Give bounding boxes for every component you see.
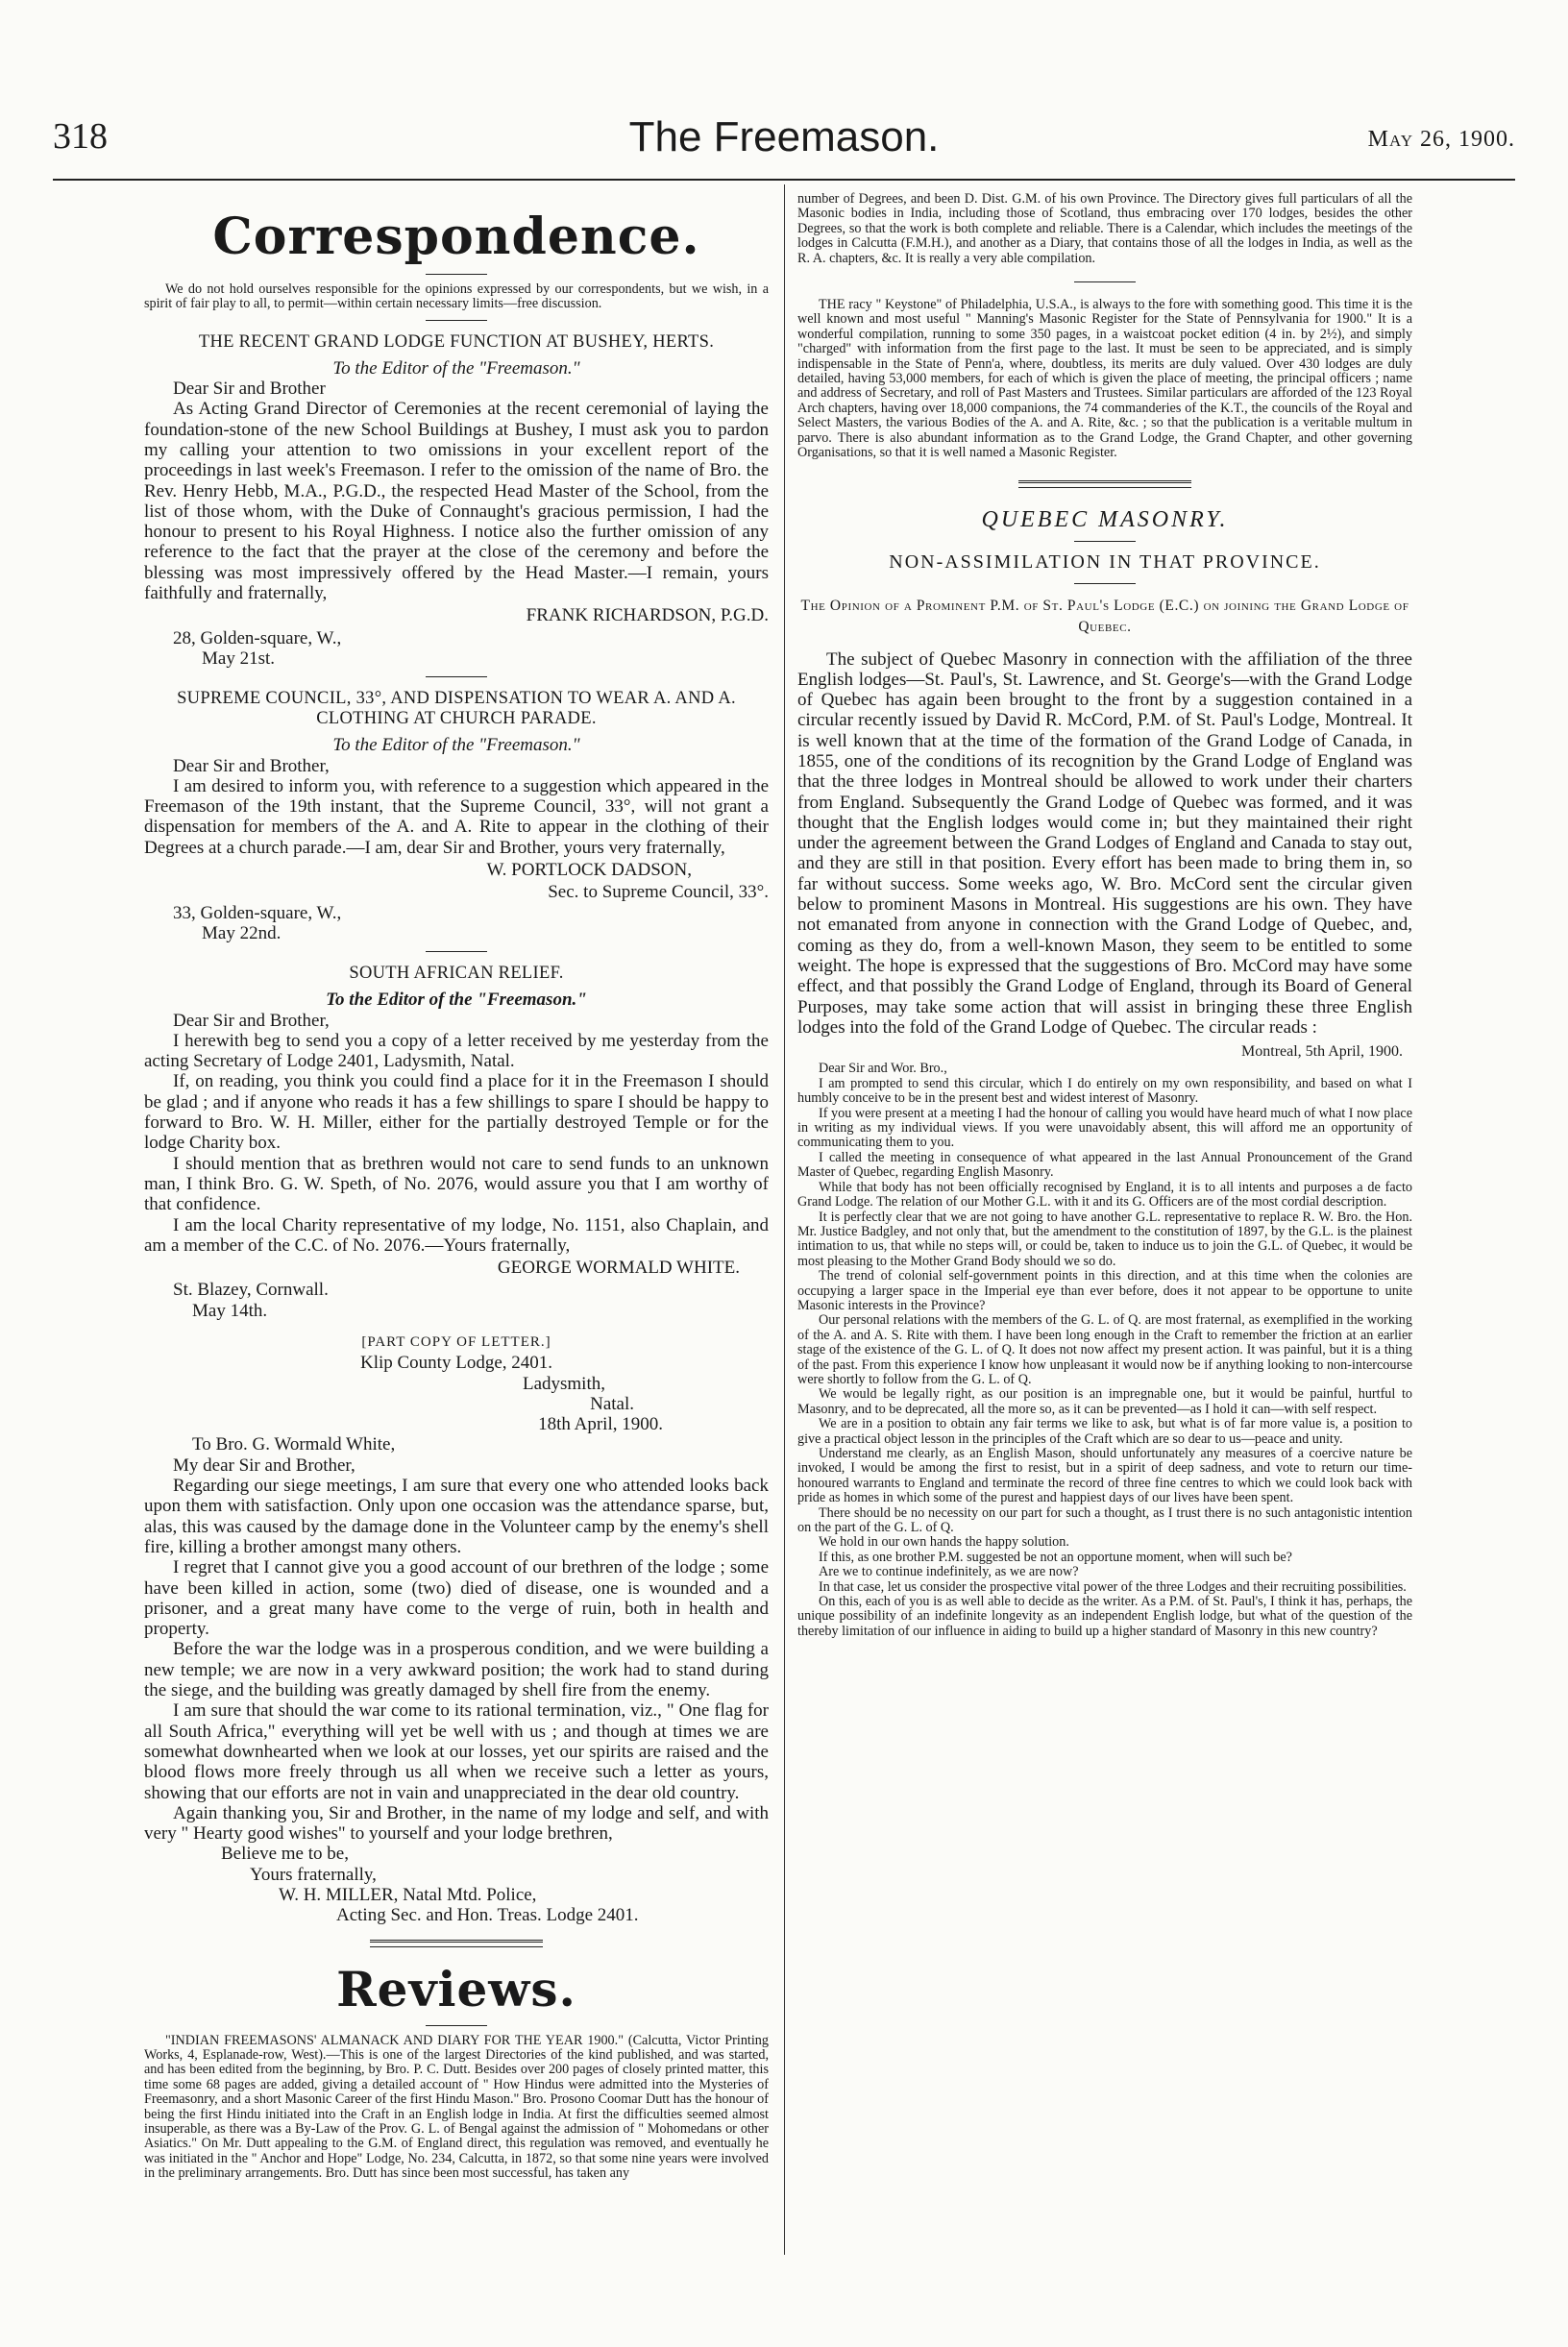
column-rule	[784, 184, 785, 2255]
letter-date: May 21st.	[202, 648, 275, 669]
signature: GEORGE WORMALD WHITE.	[497, 1258, 740, 1279]
signature-title: Sec. to Supreme Council, 33°.	[548, 882, 769, 903]
paragraph: Again thanking you, Sir and Brother, in the name of my lodge and self, and with very " Hearty good wishes" to yourself and your lodge brethren,	[144, 1802, 769, 1845]
right-column	[797, 192, 1412, 1639]
letter-heading: SUPREME COUNCIL, 33°, AND DISPENSATION TO WEAR A. AND A. CLOTHING AT CHURCH PARADE.	[177, 689, 736, 729]
rule	[426, 2025, 487, 2026]
rule	[1074, 281, 1136, 282]
review-continuation: number of Degrees, and been D. Dist. G.M. of his own Province. The Directory gives full particulars of all the Masonic bodies in India, including those of Scotland, thus embracing over 170 lodges, besides the other Degrees, so that the work is both complete and reliable. There is a Calendar, which includes the meetings of the lodges in Calcutta (F.M.H.), and another as a Diary, that contains those of all the lodges in India, as well as the R. A. chapters, &c. It is really a very able compilation.	[797, 192, 1412, 266]
article-intro: The subject of Quebec Masonry in connection with the affiliation of the three English lodges—St. Paul's, St. Lawrence, and St. George's—with the Grand Lodge of Quebec has again been brought to the front by a suggestion contained in a circular recently issued by David R. McCord, P.M. of St. Paul's Lodge, Montreal. It is well known that at the time of the formation of the Grand Lodge of Canada, in 1855, one of the conditions of its recognition by the Grand Lodge of England was that the three lodges in Montreal should be allowed to work under their charters from England. Subsequently the Grand Lodge of Quebec was formed, and it was thought that the English lodges would come in; but they maintained their right under the agreement between the Grand Lodges of England and Canada to stay out, and they are still in that position. Every effort has been made to bring them in, so far without success. Some weeks ago, W. Bro. McCord sent the circular given below to prominent Masons in Montreal. His suggestions are his own. They have not emanated from anyone in connection with the Grand Lodge of Quebec, and, coming as they do, from a well-known Mason, they seem to be entitled to some weight. The hope is expressed that the suggestions of Bro. McCord may have some effect, and that possibly the Grand Lodge of England, through its Board of General Purposes, may take some action that will assist in bringing these three English lodges into the fold of the Grand Lodge of Quebec. The circular reads :	[797, 648, 1412, 1038]
paragraph: Regarding our siege meetings, I am sure that every one who attended looks back upon them with satisfaction. Only upon one occasion was the attendance sparse, but, alas, this was caused by the damage done in the Volunteer camp by the enemy's shell fire, killing a brother amongst many others.	[144, 1476, 769, 1557]
to-editor: To the Editor of the "Freemason."	[332, 735, 580, 756]
disclaimer: We do not hold ourselves responsible for the opinions expressed by our correspondents, but we wish, in a spirit of fair play to all, to permit—within certain necessary limits—free discussion.	[144, 281, 769, 312]
paragraph: I should mention that as brethren would not care to send funds to an unknown man, I think Bro. G. W. Speth, of No. 2076, would assure you that I am worthy of that confidence.	[144, 1153, 769, 1215]
circular-paragraph: The trend of colonial self-government points in this direction, and at this time when the colonies are occupying a larger space in the Imperial eye than ever before, does it not appear to be opportune to unite Masonic interests in the Province?	[797, 1268, 1412, 1313]
circular-paragraph: I am prompted to send this circular, which I do entirely on my own responsibility, and based on what I humbly conceive to be in the present best and widest interest of Masonry.	[797, 1075, 1412, 1107]
circular-paragraph: Our personal relations with the members of the G. L. of Q. are most fraternal, as exemplified in the working of the A. and A. S. Rite with them. I have been long enough in the Craft to remember the friction at an earlier stage of the existence of the G. L. of Q. It does not now affect my present action. It was painful, but it is a thing of the past. From this experience I know how unpleasant it would now be if anything looking to non-intercourse were shortly to follow from the G. L. of Q.	[797, 1312, 1412, 1387]
salutation: Dear Sir and Wor. Bro.,	[819, 1061, 947, 1077]
letter-date: 18th April, 1900.	[538, 1414, 663, 1435]
rule	[426, 676, 487, 677]
circular-paragraph: If this, as one brother P.M. suggested be not an opportune moment, when will such be?	[819, 1549, 1292, 1565]
paragraph: If, on reading, you think you could find a place for it in the Freemason I should be glad ; and if anyone who reads it has a few shillings to spare I should be happy to forward to Bro. W. H. Miller, either for the partially destroyed Temple or for the lodge Charity box.	[144, 1071, 769, 1154]
circular-paragraph: Understand me clearly, as an English Mason, should unfortunately any measures of a coercive nature be invoked, I would be among the first to resist, but in a spirit of deep sadness, and vote to return our time-honoured warrants to England and terminate the record of three fine centres to which we could look back with pride as homes in which some of the purest and happiest days of our lives have been spent.	[797, 1446, 1412, 1506]
page-number: 318	[53, 116, 108, 157]
address: 33, Golden-square, W.,	[173, 902, 342, 923]
addressee: To Bro. G. Wormald White,	[192, 1434, 396, 1455]
left-column	[144, 192, 769, 2182]
circular-paragraph: While that body has not been officially recognised by England, it is to all intents and purposes a de facto Grand Lodge. The relation of our Mother G.L. with it and its G. Officers are of the most cordial description.	[797, 1179, 1412, 1210]
section-rule	[1018, 480, 1191, 488]
paragraph: I regret that I cannot give you a good account of our brethren of the lodge ; some have been killed in action, some (two) died of disease, one is wounded and a prisoner, and a great many have come to the verge of ruin, both in health and property.	[144, 1557, 769, 1640]
rule	[1074, 583, 1136, 584]
circular-paragraph: On this, each of you is as well able to decide as the writer. As a P.M. of St. Paul's, I think it has, perhaps, the unique possibility of an indefinite longevity as an independent English lodge, but what of the question of the thereby limitation of our influence in aiding to build up a higher standard of Masonry in this new country?	[797, 1594, 1412, 1639]
closing: Yours fraternally,	[250, 1864, 377, 1885]
address: St. Blazey, Cornwall.	[173, 1280, 329, 1301]
header-rule	[53, 179, 1515, 181]
paragraph: I am the local Charity representative of my lodge, No. 1151, also Chaplain, and am a member of the C.C. of No. 2076.—Yours fraternally,	[144, 1214, 769, 1256]
salutation: Dear Sir and Brother,	[173, 1010, 330, 1031]
circular-paragraph: We hold in our own hands the happy solution.	[819, 1534, 1069, 1551]
salutation: My dear Sir and Brother,	[173, 1455, 355, 1476]
to-editor: To the Editor of the "Freemason."	[326, 990, 587, 1011]
circular-paragraph: We would be legally right, as our position is an impregnable one, but it would be painful, hurtful to Masonry, and to be deprecated, all the more so, as it can be prevented—as I hold it can—with self respect.	[797, 1386, 1412, 1417]
circular-paragraph: There should be no necessity on our part for such a thought, as I trust there is no such antagonistic intention on the part of the G. L. of Q.	[797, 1504, 1412, 1536]
section-rule	[370, 1940, 543, 1947]
closing: Believe me to be,	[221, 1844, 349, 1865]
signature: FRANK RICHARDSON, P.G.D.	[526, 605, 769, 626]
circular-paragraph: In that case, let us consider the prospective vital power of the three Lodges and their recruiting possibilities.	[819, 1578, 1407, 1595]
to-editor: To the Editor of the "Freemason."	[332, 357, 580, 379]
correspondence-heading: Correspondence.	[212, 208, 700, 266]
part-copy-label: [PART COPY OF LETTER.]	[361, 1333, 551, 1350]
subheading: NON-ASSIMILATION IN THAT PROVINCE.	[889, 550, 1321, 573]
circular-paragraph: I called the meeting in consequence of what appeared in the last Annual Pronouncement of the Grand Master of Quebec, regarding English Masonry.	[797, 1149, 1412, 1181]
rule	[426, 274, 487, 275]
letter-date: May 22nd.	[202, 922, 282, 943]
place-line: Ladysmith,	[522, 1373, 605, 1394]
letter-heading: SOUTH AFRICAN RELIEF.	[349, 964, 564, 984]
review-paragraph: THE racy " Keystone" of Philadelphia, U.S.A., is always to the fore with something good. This time it is the well known and most useful " Manning's Masonic Register for the State of Pennsylvania for 1900." It is a wonderful compilation, running to some 350 pages, in a waistcoat pocket edition (4 in. by 2½), and simply "charged" with information from the first page to the last. It must be seen to be appreciated, and is simply indispensable in the State of Penn'a, where, doubtless, its merits are duly valued. Over 430 lodges are duly detailed, having 53,000 members, for each of which is given the place of meeting, the principal officers ; name and address of Secretary, and roll of Past Masters and Trustees. Similar particulars are afforded of the 123 Royal Arch chapters, having over 18,000 companions, the 74 commanderies of the K.T., the councils of the Royal and Select Masters, the various Bodies of the A. and A. Rite, &c. ; so that the publication is a veritable multum in parvo. There is also abundant information as to the Grand Lodge, the Grand Chapter, and other governing Organisations, so that it is well named a Masonic Register.	[797, 297, 1412, 461]
lodge-name: Klip County Lodge, 2401.	[359, 1353, 553, 1374]
article-deck: The Opinion of a Prominent P.M. of St. Paul's Lodge (E.C.) on joining the Grand Lodge of Quebec.	[800, 597, 1409, 635]
circular-paragraph: We are in a position to obtain any fair terms we like to ask, but what is of far more value is, a position to give a practical object lesson in the principles of the Craft which are so dear to us—peace and unity.	[797, 1416, 1412, 1447]
review-paragraph: "INDIAN FREEMASONS' ALMANACK AND DIARY FOR THE YEAR 1900." (Calcutta, Victor Printing Works, 4, Esplanade-row, West).—This is one of the largest Directories of the kind published, and was started, and has been edited from the beginning, by Bro. P. C. Dutt. Besides over 200 pages of closely printed matter, this time some 68 pages are added, giving a detailed account of " How Hindus were admitted into the Mysteries of Freemasonry, and a short Masonic Career of the first Hindu Mason." Bro. Prosono Coomar Dutt has the honour of being the first Hindu initiated into the Craft in an English lodge in India. At first the difficulties seemed almost insuperable, as there was a By-Law of the Prov. G. L. of Bengal against the admission of " Mohomedans or other Asiatics." On Mr. Dutt appealing to the G.M. of England direct, this regulation was removed, and eventually he was initiated in the " Anchor and Hope" Lodge, No. 234, Calcutta, in 1872, so that some nine years were involved in the preliminary arrangements. Bro. Dutt has since been most successful, has taken any	[144, 2032, 769, 2182]
rule	[1074, 541, 1136, 542]
rule	[426, 320, 487, 321]
paragraph: I am sure that should the war come to its rational termination, viz., " One flag for all South Africa," everything will yet be well with us ; and though at times we are somewhat downhearted when we look at our losses, yet our spirits are raised and the blood flows more freely through us all when we receive such a letter as yours, showing that our efforts are not in vain and unappreciated in the dear old country.	[144, 1700, 769, 1803]
letter-body: As Acting Grand Director of Ceremonies at the recent ceremonial of laying the foundation-stone of the new School Buildings at Bushey, I must ask you to pardon my calling your attention to two omissions in your excellent report of the proceedings in last week's Freemason. I refer to the omission of the name of Bro. the Rev. Henry Hebb, M.A., P.G.D., the respected Head Master of the School, from the list of those whom, with the Duke of Connaught's gracious permission, I had the honour to present to his Royal Highness. I notice also the further omission of any reference to the fact that the prayer at the close of the ceremony and before the blessing was most impressively offered by the Head Master.—I remain, yours faithfully and fraternally,	[144, 399, 769, 604]
rule	[426, 951, 487, 952]
masthead	[53, 113, 1515, 175]
letter-heading: THE RECENT GRAND LODGE FUNCTION AT BUSHEY, HERTS.	[198, 331, 715, 352]
letter-body: I am desired to inform you, with reference to a suggestion which appeared in the Freemason of the 19th instant, that the Supreme Council, 33°, will not grant a dispensation for members of the A. and A. Rite to appear in the clothing of their Degrees at a church parade.—I am, dear Sir and Brother, yours very fraternally,	[144, 775, 769, 858]
paragraph: I herewith beg to send you a copy of a letter received by me yesterday from the acting Secretary of Lodge 2401, Ladysmith, Natal.	[144, 1030, 769, 1072]
quebec-heading: QUEBEC MASONRY.	[981, 506, 1229, 532]
circular-paragraph: Are we to continue indefinitely, as we are now?	[819, 1564, 1079, 1580]
newspaper-title: The Freemason.	[628, 113, 940, 160]
salutation: Dear Sir and Brother	[173, 379, 326, 400]
circular-paragraph: If you were present at a meeting I had the honour of calling you would have heard much of what I now place in writing as my individual views. If you were unavoidably absent, this will afford me an opportunity of communicating them to you.	[797, 1105, 1412, 1151]
signature-title: Acting Sec. and Hon. Treas. Lodge 2401.	[336, 1905, 639, 1926]
paragraph: Before the war the lodge was in a prosperous condition, and we were building a new temple; we are now in a very awkward position; the work had to stand during the siege, and the building was greatly damaged by shell fire from the enemy.	[144, 1639, 769, 1701]
signature: W. PORTLOCK DADSON,	[486, 860, 692, 881]
circular-date: Montreal, 5th April, 1900.	[1241, 1043, 1403, 1061]
place-line: Natal.	[590, 1393, 634, 1414]
reviews-heading: Reviews.	[336, 1960, 576, 2017]
salutation: Dear Sir and Brother,	[173, 755, 330, 776]
circular-paragraph: It is perfectly clear that we are not going to have another G.L. representative to replace R. W. Bro. the Hon. Mr. Justice Badgley, and not only that, but the amendment to the constitution of 1897, by the G.L. is the plainest intimation to us, that while no steps will, or could be, taken to induce us to join the G.L. of Quebec, it would be most pleasing to the Mother Grand Body should we so do.	[797, 1209, 1412, 1269]
address: 28, Golden-square, W.,	[173, 627, 342, 648]
letter-date: May 14th.	[192, 1300, 268, 1321]
signature: W. H. MILLER, Natal Mtd. Police,	[279, 1885, 537, 1905]
issue-date: May 26, 1900.	[1367, 127, 1515, 152]
